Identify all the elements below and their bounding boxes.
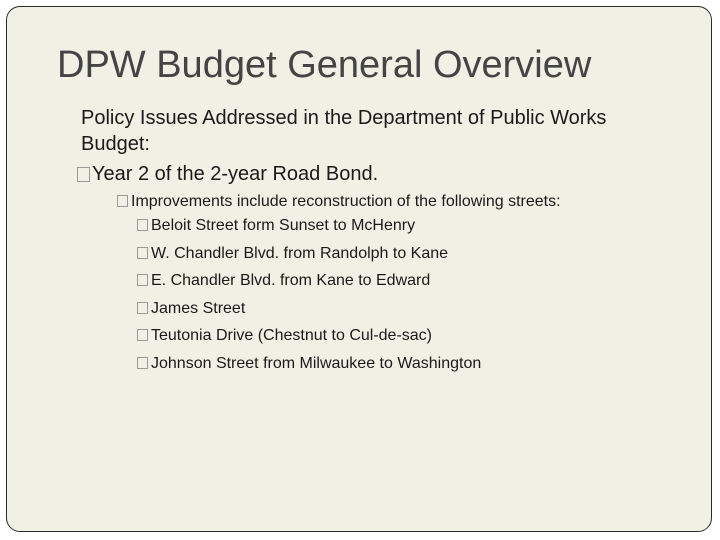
slide (6, 6, 712, 532)
bullet-level1-text: Year 2 of the 2-year Road Bond. (92, 163, 379, 185)
street-item-text: Johnson Street from Milwaukee to Washington (151, 354, 482, 372)
square-bullet-icon (137, 329, 148, 341)
street-item (137, 271, 681, 291)
square-bullet-icon (137, 247, 148, 259)
square-bullet-icon (77, 167, 90, 182)
street-item (137, 326, 681, 346)
square-bullet-icon (137, 274, 148, 286)
street-item (137, 244, 681, 264)
street-item-text: James Street (151, 299, 246, 317)
street-item (137, 354, 681, 374)
slide-title: DPW Budget General Overview (57, 44, 592, 86)
square-bullet-icon (137, 357, 148, 369)
square-bullet-icon (137, 219, 148, 231)
street-item (137, 299, 681, 319)
bullet-level2 (117, 191, 617, 212)
bullet-level2-text: Improvements include reconstruction of the following streets: (131, 193, 561, 210)
street-item-text: Teutonia Drive (Chestnut to Cul-de-sac) (151, 327, 433, 344)
bullet-level1 (77, 161, 681, 187)
street-item-text: Beloit Street form Sunset to McHenry (151, 217, 416, 234)
intro-text: Policy Issues Addressed in the Department of Public Works Budget: (81, 107, 607, 155)
square-bullet-icon (117, 195, 128, 207)
street-item (137, 216, 681, 236)
square-bullet-icon (137, 302, 148, 314)
street-item-text: W. Chandler Blvd. from Randolph to Kane (151, 244, 449, 262)
slide-content (81, 105, 681, 381)
street-item-text: E. Chandler Blvd. from Kane to Edward (151, 272, 431, 289)
